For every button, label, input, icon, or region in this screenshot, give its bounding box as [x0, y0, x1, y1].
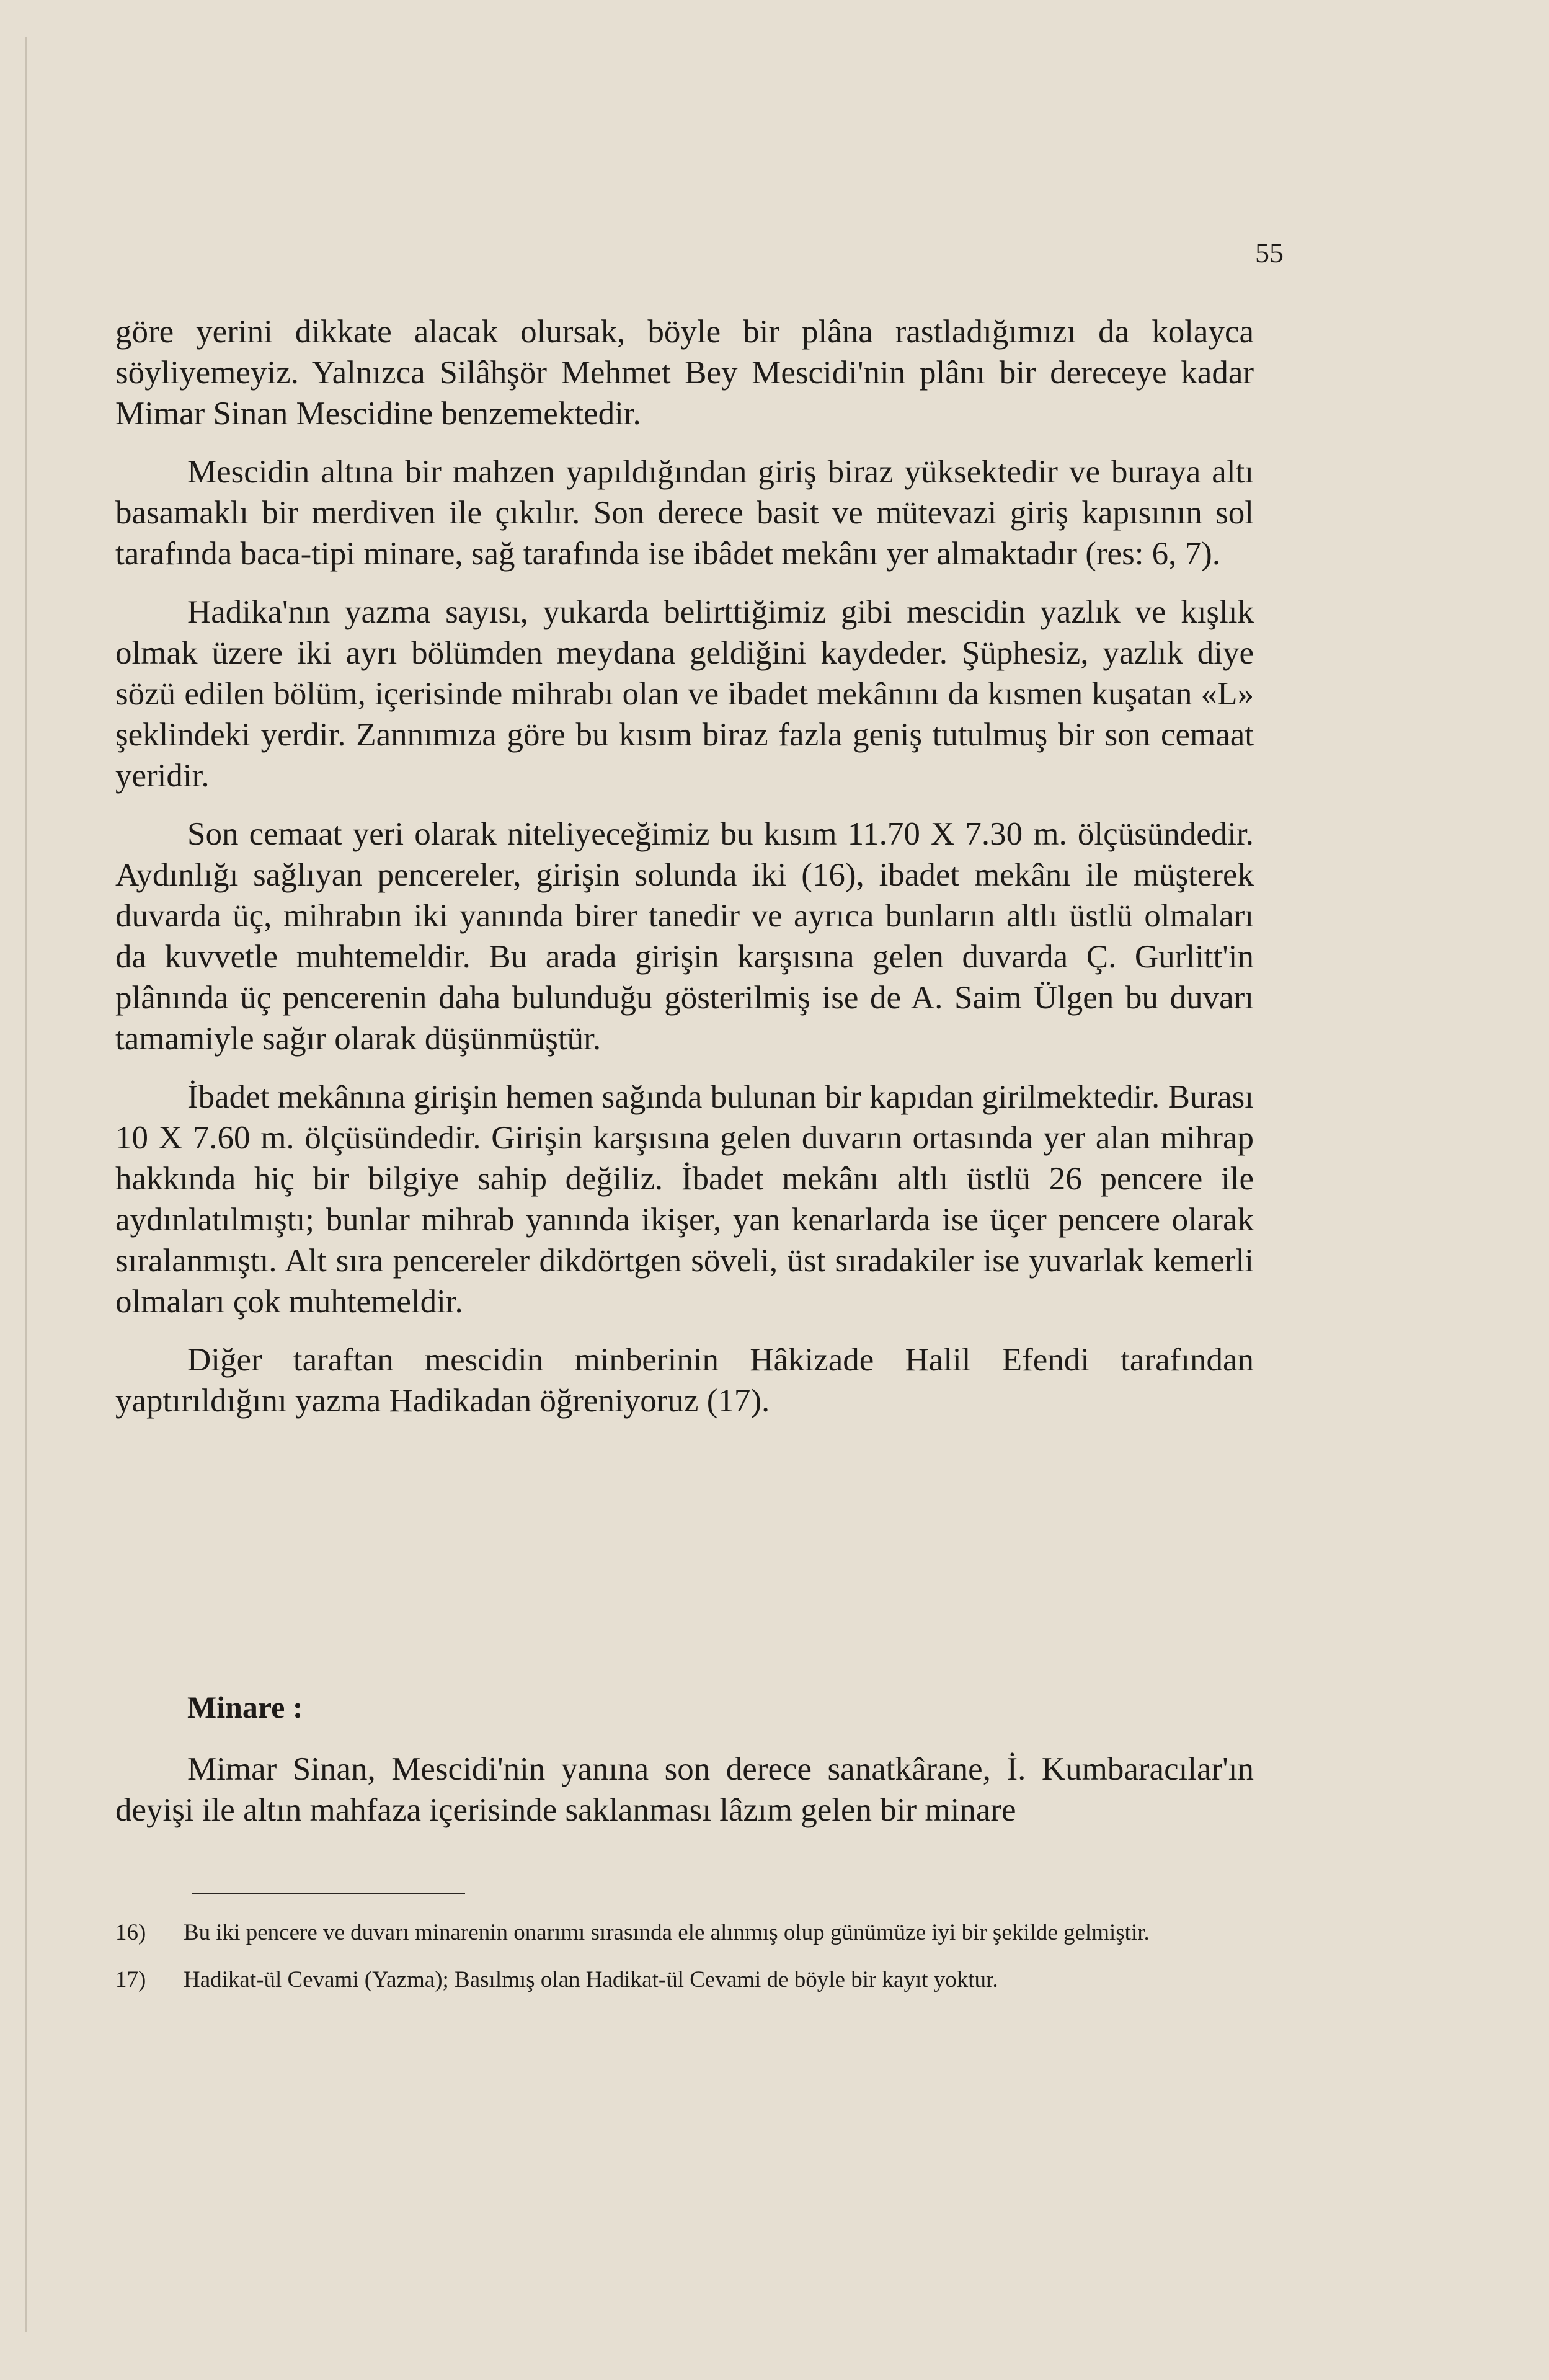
- page-number: 55: [1255, 237, 1284, 269]
- paragraph: Hadika'nın yazma sayısı, yukarda belirttiğimiz gibi mescidin yazlık ve kışlık olmak üzere iki ayrı bölümden meydana geldiğini kaydeder. Şüphesiz, yazlık diye sözü edilen bölüm, içerisinde mihrabı olan ve ibadet mekânını da kısmen kuşatan «L» şeklindeki yerdir. Zannımıza göre bu kısım biraz fazla geniş tutulmuş bir son cemaat yeridir.: [115, 594, 1254, 794]
- page-edge-line: [25, 37, 27, 2332]
- footnote-text: Hadikat-ül Cevami (Yazma); Basılmış olan Hadikat-ül Cevami de böyle bir kayıt yoktur.: [184, 1967, 998, 1992]
- paragraph: Mescidin altına bir mahzen yapıldığından giriş biraz yüksektedir ve buraya altı basamaklı bir merdiven ile çıkılır. Son derece basit ve mütevazi giriş kapısının sol tarafında baca-tipi minare, sağ tarafında ise ibâdet mekânı yer almaktadır (res: 6, 7).: [115, 454, 1254, 572]
- footnote: [115, 1963, 1254, 1997]
- paragraph: Son cemaat yeri olarak niteliyeceğimiz bu kısım 11.70 X 7.30 m. ölçüsündedir. Aydınlığı sağlıyan pencereler, girişin solunda iki (16), ibadet mekânı ile müşterek duvarda üç, mihrabın iki yanında birer tanedir ve ayrıca bunların altlı üstlü olmaları da kuvvetle muhtemeldir. Bu arada girişin karşısına gelen duvarda Ç. Gurlitt'in plânında üç pencerenin daha bulunduğu gösterilmiş ise de A. Saim Ülgen bu duvarı tamamiyle sağır olarak düşünmüştür.: [115, 816, 1254, 1057]
- footnotes: [115, 1916, 1254, 2010]
- section-heading: Minare :: [187, 1690, 303, 1725]
- footnote-number: 16): [115, 1920, 146, 1945]
- section-body-text: [115, 1749, 1254, 1848]
- paragraph: İbadet mekânına girişin hemen sağında bulunan bir kapıdan girilmektedir. Burası 10 X 7.60 m. ölçüsündedir. Girişin karşısına gelen duvarın ortasında yer alan mihrap hakkında hiç bir bilgiye sahip değiliz. İbadet mekânı altlı üstlü 26 pencere ile aydınlatılmıştı; bunlar mihrab yanında ikişer, yan kenarlarda ise üçer pencere olarak sıralanmıştı. Alt sıra pencereler dikdörtgen söveli, üst sıradakiler ise yuvarlak kemerli olmaları çok muhtemeldir.: [115, 1079, 1254, 1320]
- paragraph: göre yerini dikkate alacak olursak, böyle bir plâna rastladığımızı da kolayca söyliyemeyiz. Yalnızca Silâhşör Mehmet Bey Mescidi'nin plânı bir dereceye kadar Mimar Sinan Mescidine benzemektedir.: [115, 314, 1254, 432]
- footnote-text: Bu iki pencere ve duvarı minarenin onarımı sırasında ele alınmış olup günümüze iyi bir şekilde gelmiştir.: [184, 1920, 1150, 1945]
- paragraph: Mimar Sinan, Mescidi'nin yanına son derece sanatkârane, İ. Kumbaracılar'ın deyişi ile altın mahfaza içerisinde saklanması lâzım gelen bir minare: [115, 1751, 1254, 1828]
- footnote-number: 17): [115, 1967, 146, 1992]
- footnote: [115, 1916, 1254, 1950]
- body-text: [115, 311, 1254, 1439]
- paragraph: Diğer taraftan mescidin minberinin Hâkizade Halil Efendi tarafından yaptırıldığını yazma Hadikadan öğreniyoruz (17).: [115, 1342, 1254, 1419]
- footnote-separator: [192, 1893, 465, 1894]
